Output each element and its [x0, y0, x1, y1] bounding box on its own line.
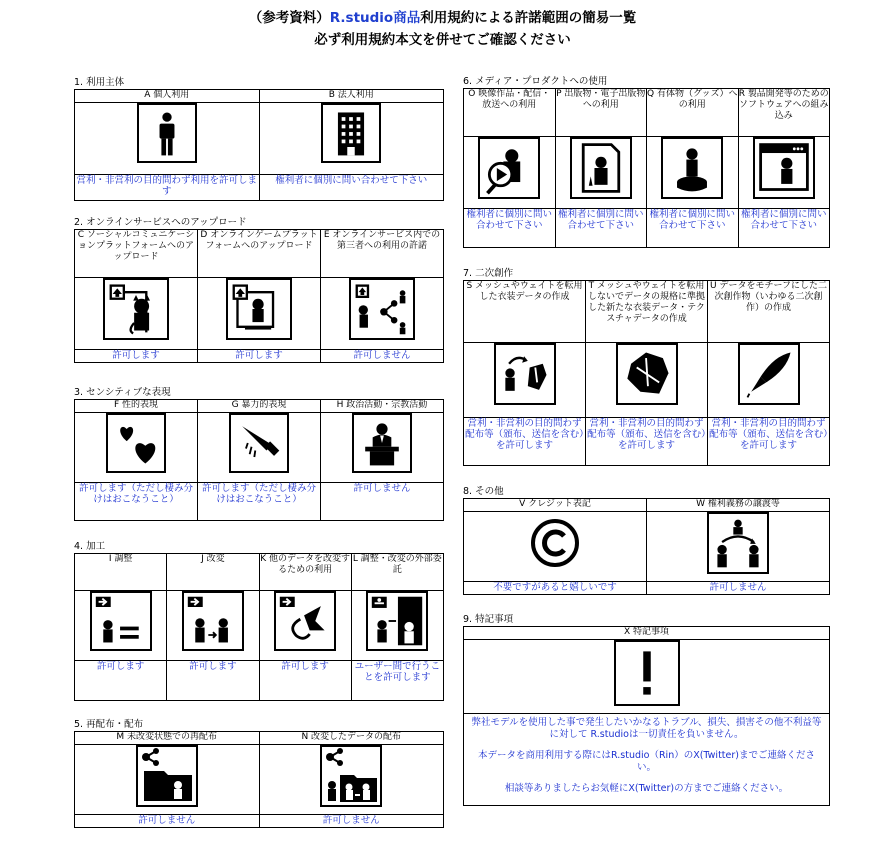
section-processing — [74, 540, 444, 701]
permission-status: 営利・非営利の目的問わず配布等（頒布、送信を含む）を許可します — [586, 418, 708, 466]
upload-game-icon — [226, 278, 292, 340]
notes-cell — [464, 714, 830, 806]
permission-status: 許可します — [167, 661, 259, 701]
license-table — [74, 89, 444, 201]
permission-status: 権利者に個別に問い合わせて下さい — [464, 209, 556, 248]
title-brand: R.studio商品 — [329, 10, 421, 26]
person-icon — [137, 103, 197, 163]
permission-status: 許可します（ただし棲み分けはおこなうこと） — [198, 483, 321, 521]
section-derivative-works — [463, 267, 830, 466]
upload-social-icon — [103, 278, 169, 340]
column-head: O 映像作品・配信・放送への利用 — [464, 89, 556, 137]
permission-status: 許可しません — [75, 815, 260, 828]
permission-status: 許可しません — [647, 582, 830, 595]
permission-status: 権利者に個別に問い合わせて下さい — [555, 209, 647, 248]
permission-status: 許可します（ただし棲み分けはおこなうこと） — [75, 483, 198, 521]
costume-convert-icon — [494, 343, 556, 405]
title-prefix: （参考資料） — [248, 10, 330, 26]
column-head: C ソーシャルコミュニケーションプラットフォームへのアップロード — [75, 230, 198, 278]
section-label: 9. 特記事項 — [463, 614, 514, 625]
section-label: 5. 再配布・配布 — [74, 719, 144, 730]
column-head: K 他のデータを改変するための利用 — [259, 554, 351, 591]
column-head: Q 有体物（グッズ）への利用 — [647, 89, 739, 137]
permission-status: 許可しません — [321, 350, 444, 363]
license-table — [463, 498, 830, 595]
license-table — [463, 280, 830, 466]
section-label: 2. オンラインサービスへのアップロード — [74, 217, 247, 228]
column-head: J 改変 — [167, 554, 259, 591]
section-label: 3. センシティブな表現 — [74, 387, 171, 398]
section-label: 7. 二次創作 — [463, 268, 514, 279]
section-special-notes — [463, 613, 830, 806]
column-head: U データをモチーフにした二次創作物（いわゆる二次創作）の作成 — [708, 281, 830, 343]
section-media-products — [463, 75, 830, 248]
permission-status: 許可しません — [321, 483, 444, 521]
column-head: S メッシュやウェイトを転用した衣装データの作成 — [464, 281, 586, 343]
section-label: 6. メディア・プロダクトへの使用 — [463, 76, 608, 87]
section-label: 8. その他 — [463, 486, 504, 497]
knife-icon — [229, 413, 289, 473]
column-head: N 改変したデータの配布 — [259, 732, 444, 745]
hearts-icon — [106, 413, 166, 473]
permission-status: 権利者に個別に問い合わせて下さい — [738, 209, 830, 248]
column-head: W 権利義務の譲渡等 — [647, 499, 830, 512]
permission-status: 許可します — [198, 350, 321, 363]
column-head: I 調整 — [75, 554, 167, 591]
contact-note: 本データを商用利用する際にはR.studio（Rin）のX(Twitter)までご連絡ください。 — [478, 750, 815, 773]
copyright-icon — [524, 512, 586, 574]
section-usage-subject — [74, 76, 444, 201]
software-window-icon — [753, 137, 815, 199]
column-head: V クレジット表記 — [464, 499, 647, 512]
speaker-podium-icon — [352, 413, 412, 473]
page-subtitle: 必ず利用規約本文を併せてご確認ください — [314, 32, 571, 48]
section-label: 1. 利用主体 — [74, 77, 125, 88]
license-table — [74, 229, 444, 363]
title-rest: 利用規約による許諾範囲の簡易一覧 — [420, 10, 637, 26]
section-other — [463, 485, 830, 595]
license-table — [463, 626, 830, 806]
column-head: B 法人利用 — [259, 90, 444, 103]
permission-status: 営利・非営利の目的問わず配布等（頒布、送信を含む）を許可します — [464, 418, 586, 466]
permission-status: ユーザー間で行うことを許可します — [351, 661, 443, 701]
permission-status: 許可します — [75, 661, 167, 701]
share-modified-icon — [320, 745, 382, 807]
section-online-upload — [74, 216, 444, 363]
section-label: 4. 加工 — [74, 541, 106, 552]
license-table — [74, 731, 444, 828]
outsource-icon — [366, 591, 428, 651]
permission-status: 営利・非営利の目的問わず配布等（頒布、送信を含む）を許可します — [708, 418, 830, 466]
column-head: L 調整・改変の外部委託 — [351, 554, 443, 591]
column-head: T メッシュやウェイトを転用しないでデータの規格に準拠した新たな衣装データ・テクスチャデータの作成 — [586, 281, 708, 343]
disclaimer-note: 弊社モデルを使用した事で発生したいかなるトラブル、損失、損害その他不利益等に対して R.studioは一切責任を負いません。 — [471, 717, 822, 740]
column-head: F 性的表現 — [75, 400, 198, 413]
permission-status: 権利者に個別に問い合わせて下さい — [259, 175, 444, 201]
column-head: R 製品開発等のためのソフトウェアへの組み込み — [738, 89, 830, 137]
transfer-rights-icon — [707, 512, 769, 574]
column-head: H 政治活動・宗教活動 — [321, 400, 444, 413]
video-play-icon — [478, 137, 540, 199]
column-head: E オンラインサービス内での第三者への利用の許諾 — [321, 230, 444, 278]
permission-status: 権利者に個別に問い合わせて下さい — [647, 209, 739, 248]
ribbon-modify-icon — [274, 591, 336, 651]
pen-nib-icon — [738, 343, 800, 405]
license-table — [74, 553, 444, 701]
license-table — [74, 399, 444, 521]
publication-icon — [570, 137, 632, 199]
figure-goods-icon — [661, 137, 723, 199]
exclamation-icon — [614, 640, 680, 706]
license-table — [463, 88, 830, 248]
modify-icon — [182, 591, 244, 651]
column-head: D オンラインゲームプラットフォームへのアップロード — [198, 230, 321, 278]
share-folder-icon — [136, 745, 198, 807]
column-head: P 出版物・電子出版物への利用 — [555, 89, 647, 137]
consultation-note: 相談等ありましたらお気軽にX(Twitter)の方までご連絡ください。 — [504, 783, 789, 794]
column-head: G 暴力的表現 — [198, 400, 321, 413]
costume-icon — [616, 343, 678, 405]
section-redistribution — [74, 718, 444, 828]
third-party-share-icon — [349, 278, 415, 340]
permission-status: 許可します — [75, 350, 198, 363]
column-head: M 未改変状態での再配布 — [75, 732, 260, 745]
permission-status: 許可します — [259, 661, 351, 701]
page-title — [0, 8, 885, 28]
section-sensitive-expression — [74, 386, 444, 521]
column-head: X 特記事項 — [464, 627, 830, 640]
column-head: A 個人利用 — [75, 90, 260, 103]
building-icon — [321, 103, 381, 163]
permission-status: 許可しません — [259, 815, 444, 828]
permission-status: 不要ですがあると嬉しいです — [464, 582, 647, 595]
adjust-icon — [90, 591, 152, 651]
permission-status: 営利・非営利の目的問わず利用を許可します — [75, 175, 260, 201]
